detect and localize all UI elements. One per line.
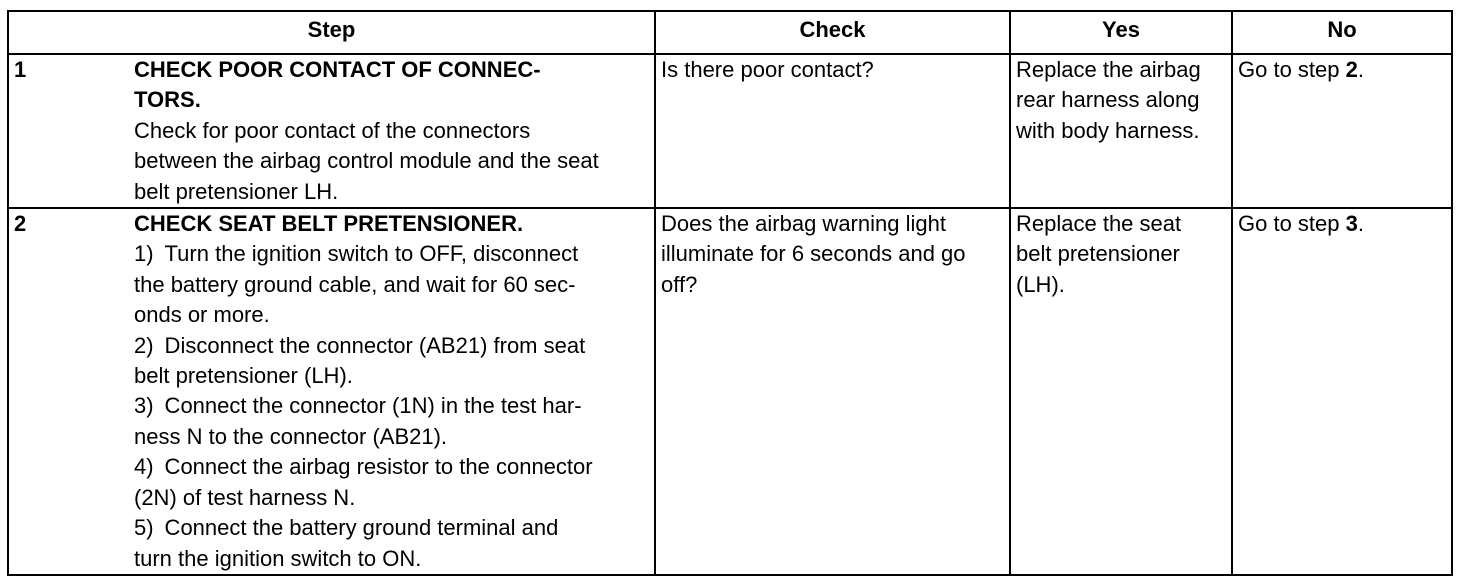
- check-text-line: off?: [661, 271, 698, 297]
- header-step: Step: [8, 11, 655, 54]
- step-cell: [129, 208, 655, 575]
- check-text-line: Is there poor contact?: [661, 57, 874, 82]
- header-row: [8, 11, 1452, 54]
- step-text-line: (2N) of test harness N.: [134, 484, 356, 510]
- step-cell: [129, 54, 655, 208]
- yes-text-line: Replace the seat: [1016, 211, 1182, 237]
- step-title: CHECK SEAT BELT PRETENSIONER.: [134, 211, 524, 237]
- step-text-line: Check for poor contact of the connectors: [134, 117, 531, 143]
- step-title-cont: TORS.: [134, 87, 201, 113]
- step-text-line: 2) Disconnect the connector (AB21) from seat: [134, 332, 586, 358]
- step-text-line: onds or more.: [134, 302, 270, 328]
- header-check: Check: [655, 11, 1010, 54]
- step-text-line: the battery ground cable, and wait for 60 sec-: [134, 271, 576, 297]
- step-text-line: turn the ignition switch to ON.: [134, 545, 422, 571]
- no-text: Go to step: [1238, 211, 1346, 237]
- diagnostic-table: [7, 10, 1453, 576]
- step-text-line: 3) Connect the connector (1N) in the test har-: [134, 393, 582, 419]
- step-text-line: belt pretensioner (LH).: [134, 363, 353, 389]
- step-text-line: belt pretensioner LH.: [134, 178, 339, 204]
- step-number: 1: [8, 54, 129, 208]
- header-yes: Yes: [1010, 11, 1232, 54]
- check-cell: [655, 208, 1010, 575]
- yes-text-line: rear harness along: [1016, 87, 1200, 113]
- no-suffix: .: [1357, 211, 1364, 237]
- check-text-line: illuminate for 6 seconds and go: [661, 241, 966, 267]
- step-title: CHECK POOR CONTACT OF CONNEC-: [134, 57, 541, 82]
- step-text-line: between the airbag control module and the seat: [134, 148, 599, 174]
- check-cell: [655, 54, 1010, 208]
- table-row-2: [8, 208, 1452, 575]
- no-text: Go to step: [1238, 57, 1346, 82]
- yes-text-line: with body harness.: [1016, 117, 1200, 143]
- step-text-line: 5) Connect the battery ground terminal and: [134, 515, 559, 541]
- check-text-line: Does the airbag warning light: [661, 211, 946, 237]
- yes-text-line: belt pretensioner: [1016, 241, 1180, 267]
- step-text-line: 1) Turn the ignition switch to OFF, disconnect: [134, 241, 579, 267]
- no-suffix: .: [1357, 57, 1364, 82]
- step-text-line: ness N to the connector (AB21).: [134, 423, 448, 449]
- no-step-link[interactable]: 3: [1345, 211, 1358, 237]
- no-cell: [1232, 208, 1452, 575]
- yes-cell: [1010, 208, 1232, 575]
- no-step-link[interactable]: 2: [1345, 57, 1358, 82]
- header-no: No: [1232, 11, 1452, 54]
- table-row-1: [8, 54, 1452, 208]
- step-number: 2: [8, 208, 129, 575]
- yes-text-line: (LH).: [1016, 271, 1065, 297]
- yes-text-line: Replace the airbag: [1016, 57, 1201, 82]
- yes-cell: [1010, 54, 1232, 208]
- no-cell: [1232, 54, 1452, 208]
- step-text-line: 4) Connect the airbag resistor to the connector: [134, 454, 593, 480]
